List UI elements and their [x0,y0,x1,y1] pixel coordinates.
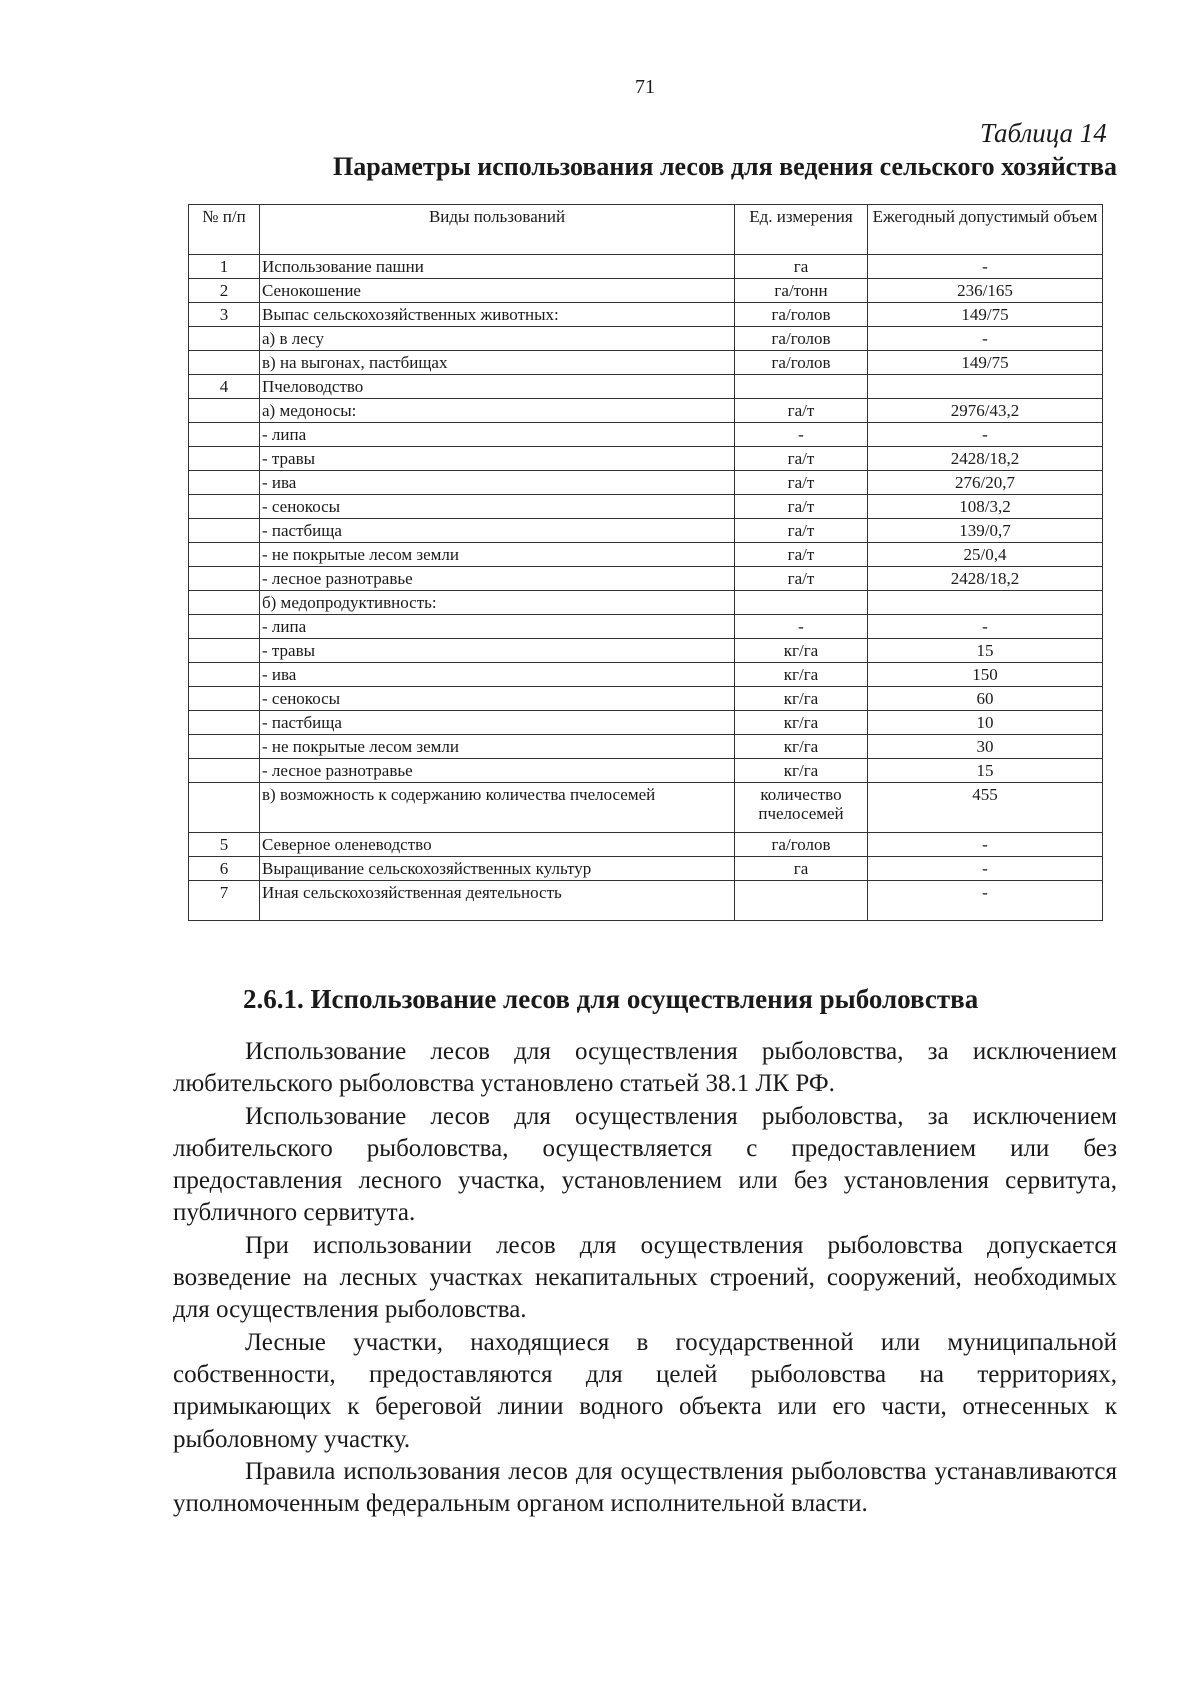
table-row [189,471,1103,495]
annual-volume-cell: 2428/18,2 [868,567,1103,591]
page-number: 71 [635,76,655,98]
usage-type-cell: - липа [260,423,735,447]
annual-volume-cell: - [868,857,1103,881]
row-number-cell [189,471,260,495]
usage-type-cell: Пчеловодство [260,375,735,399]
row-number-cell [189,543,260,567]
usage-type-cell: - липа [260,615,735,639]
row-number-cell: 1 [189,255,260,279]
unit-cell: кг/га [735,759,868,783]
unit-cell: га/голов [735,327,868,351]
row-number-cell [189,711,260,735]
annual-volume-cell: 15 [868,759,1103,783]
table-row [189,735,1103,759]
row-number-cell [189,567,260,591]
row-number-cell [189,687,260,711]
unit-cell: га/голов [735,351,868,375]
row-number-cell: 3 [189,303,260,327]
annual-volume-cell: 15 [868,639,1103,663]
annual-volume-cell: 139/0,7 [868,519,1103,543]
usage-type-cell: в) на выгонах, пастбищах [260,351,735,375]
paragraph: Использование лесов для осуществления рыболовства, за исключением любительского рыболовства, осуществляется с предоставлением или без предоставления лесного участка, установлением или без установления сервитута, публичного сервитута. [173,1102,1117,1227]
row-number-cell [189,783,260,833]
unit-cell: количество пчелосемей [735,783,868,833]
usage-type-cell: Выпас сельскохозяйственных животных: [260,303,735,327]
table-row [189,351,1103,375]
unit-cell: га/т [735,399,868,423]
unit-cell: га/т [735,471,868,495]
table-row [189,519,1103,543]
table-row [189,303,1103,327]
row-number-cell [189,327,260,351]
annual-volume-cell: 30 [868,735,1103,759]
annual-volume-cell: 10 [868,711,1103,735]
annual-volume-cell: 149/75 [868,351,1103,375]
usage-type-cell: Использование пашни [260,255,735,279]
usage-type-cell: - сенокосы [260,687,735,711]
table-row [189,833,1103,857]
table-row [189,447,1103,471]
annual-volume-cell: 2428/18,2 [868,447,1103,471]
row-number-cell [189,591,260,615]
annual-volume-cell: 276/20,7 [868,471,1103,495]
usage-type-cell: Выращивание сельскохозяйственных культур [260,857,735,881]
row-number-cell [189,519,260,543]
table-row [189,759,1103,783]
row-number-cell [189,759,260,783]
usage-type-cell: - ива [260,663,735,687]
row-number-cell: 4 [189,375,260,399]
usage-type-cell: - не покрытые лесом земли [260,735,735,759]
unit-cell: - [735,423,868,447]
usage-type-cell: в) возможность к содержанию количества пчелосемей [260,783,735,833]
table-row [189,881,1103,921]
table-row [189,783,1103,833]
unit-cell: га/т [735,447,868,471]
table-caption: Таблица 14 [980,118,1107,148]
table-row [189,857,1103,881]
annual-volume-cell: 150 [868,663,1103,687]
usage-type-cell: Иная сельскохозяйственная деятельность [260,881,735,921]
row-number-cell: 2 [189,279,260,303]
usage-type-cell: б) медопродуктивность: [260,591,735,615]
table-row [189,255,1103,279]
unit-cell [735,375,868,399]
annual-volume-cell: - [868,327,1103,351]
header-annual-volume: Ежегодный допустимый объем [868,205,1103,255]
unit-cell: кг/га [735,687,868,711]
row-number-cell: 7 [189,881,260,921]
row-number-cell: 5 [189,833,260,857]
unit-cell: га/т [735,567,868,591]
table-row [189,567,1103,591]
row-number-cell [189,639,260,663]
usage-type-cell: - пастбища [260,711,735,735]
row-number-cell [189,399,260,423]
annual-volume-cell [868,591,1103,615]
unit-cell [735,591,868,615]
usage-type-cell: а) медоносы: [260,399,735,423]
table-row [189,279,1103,303]
usage-type-cell: а) в лесу [260,327,735,351]
table-body [189,255,1103,921]
unit-cell: га/голов [735,833,868,857]
annual-volume-cell: 455 [868,783,1103,833]
row-number-cell [189,495,260,519]
annual-volume-cell: - [868,615,1103,639]
row-number-cell [189,615,260,639]
unit-cell [735,881,868,921]
header-unit: Ед. измерения [735,205,868,255]
section-title: 2.6.1. Использование лесов для осуществления рыболовства [243,984,979,1014]
table-header-row [189,205,1103,255]
unit-cell: га/т [735,543,868,567]
annual-volume-cell: 60 [868,687,1103,711]
unit-cell: га [735,255,868,279]
annual-volume-cell: - [868,255,1103,279]
row-number-cell [189,663,260,687]
unit-cell: га/тонн [735,279,868,303]
usage-type-cell: - лесное разнотравье [260,567,735,591]
row-number-cell [189,447,260,471]
row-number-cell [189,735,260,759]
unit-cell: кг/га [735,639,868,663]
row-number-cell [189,351,260,375]
annual-volume-cell: - [868,423,1103,447]
annual-volume-cell: 236/165 [868,279,1103,303]
row-number-cell [189,423,260,447]
table-row [189,711,1103,735]
table-row [189,423,1103,447]
usage-type-cell: - сенокосы [260,495,735,519]
unit-cell: кг/га [735,663,868,687]
usage-type-cell: - ива [260,471,735,495]
annual-volume-cell: 108/3,2 [868,495,1103,519]
forest-use-parameters-table [188,204,1103,921]
unit-cell: га/т [735,495,868,519]
table-row [189,687,1103,711]
annual-volume-cell: 2976/43,2 [868,399,1103,423]
usage-type-cell: - пастбища [260,519,735,543]
annual-volume-cell: - [868,881,1103,921]
unit-cell: кг/га [735,711,868,735]
table-row [189,543,1103,567]
usage-type-cell: - не покрытые лесом земли [260,543,735,567]
unit-cell: га/голов [735,303,868,327]
paragraph: Использование лесов для осуществления рыболовства, за исключением любительского рыболовства установлено статьей 38.1 ЛК РФ. [173,1038,1117,1098]
body-text [173,1036,1117,1520]
paragraph: При использовании лесов для осуществления рыболовства допускается возведение на лесных участках некапитальных строений, сооружений, необходимых для осуществления рыболовства. [173,1231,1117,1324]
usage-type-cell: - травы [260,639,735,663]
table-row [189,399,1103,423]
table-title: Параметры использования лесов для ведения сельского хозяйства [332,152,1118,181]
usage-type-cell: Сенокошение [260,279,735,303]
table-row [189,327,1103,351]
header-usage-type: Виды пользований [260,205,735,255]
table-row [189,639,1103,663]
unit-cell: га [735,857,868,881]
table-row [189,495,1103,519]
paragraph: Правила использования лесов для осуществления рыболовства устанавливаются уполномоченным федеральным органом исполнительной власти. [173,1457,1117,1518]
table-row [189,591,1103,615]
unit-cell: кг/га [735,735,868,759]
usage-type-cell: - травы [260,447,735,471]
table-row [189,615,1103,639]
annual-volume-cell: 25/0,4 [868,543,1103,567]
paragraph: Лесные участки, находящиеся в государственной или муниципальной собственности, предоставляются для целей рыболовства на территориях, примыкающих к береговой линии водного объекта или его части, отнесенных к рыболовному участку. [173,1328,1117,1453]
unit-cell: - [735,615,868,639]
annual-volume-cell [868,375,1103,399]
unit-cell: га/т [735,519,868,543]
header-num: № п/п [189,205,260,255]
usage-type-cell: - лесное разнотравье [260,759,735,783]
usage-type-cell: Северное оленеводство [260,833,735,857]
row-number-cell: 6 [189,857,260,881]
annual-volume-cell: 149/75 [868,303,1103,327]
annual-volume-cell: - [868,833,1103,857]
table-row [189,663,1103,687]
table-row [189,375,1103,399]
